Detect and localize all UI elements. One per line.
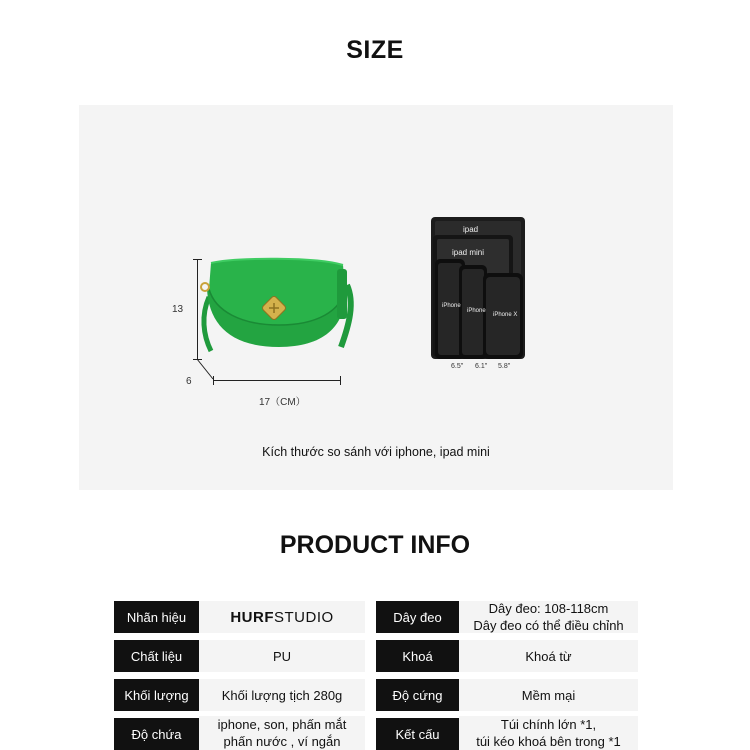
ipad-label: ipad	[463, 225, 479, 234]
ipad-mini-label: ipad mini	[452, 248, 485, 257]
width-dimension-cap-right	[340, 376, 341, 385]
size-title: SIZE	[346, 36, 404, 64]
bag-illustration	[197, 255, 357, 385]
strap-adjustable-text: Dây đeo có thể điều chỉnh	[473, 618, 624, 633]
value-brand	[199, 601, 365, 633]
value-material	[199, 640, 365, 672]
phone-c-size: 5.8"	[498, 363, 511, 370]
structure-text-line-1: Túi chính lớn *1,	[500, 717, 597, 732]
size-caption: Kích thước so sánh với iphone, ipad mini	[262, 445, 490, 459]
value-structure	[459, 716, 638, 750]
width-dimension-cap-left	[213, 376, 214, 385]
label-capacity: Độ chứa	[114, 718, 199, 750]
phone-a-label: iPhone	[442, 303, 461, 309]
label-brand: Nhãn hiệu	[114, 601, 199, 633]
height-dimension-line	[197, 259, 198, 359]
hardness-text: Mềm mại	[521, 687, 576, 703]
brand-logo-text: HURFSTUDIO	[230, 608, 334, 626]
label-material: Chất liệu	[114, 640, 199, 672]
value-lock	[459, 640, 638, 672]
strap-length-text: Dây đeo: 108-118cm	[488, 601, 609, 616]
label-hardness: Độ cứng	[376, 679, 459, 711]
lock-text: Khoá từ	[525, 648, 572, 664]
value-capacity	[199, 716, 365, 750]
device-comparison-illustration	[429, 217, 529, 375]
phone-c-label: iPhone X	[493, 312, 518, 318]
label-lock: Khoá	[376, 640, 459, 672]
label-weight: Khối lượng	[114, 679, 199, 711]
label-strap: Dây đeo	[376, 601, 459, 633]
structure-text-line-2: túi kéo khoá bên trong *1	[476, 734, 621, 749]
phone-b-size: 6.1"	[475, 363, 488, 370]
value-hardness	[459, 679, 638, 711]
capacity-text-line-1: iphone, son, phấn mắt	[217, 717, 347, 732]
size-panel	[79, 105, 673, 490]
capacity-text-line-2: phấn nước , ví ngắn	[223, 734, 341, 749]
material-text: PU	[272, 648, 292, 664]
depth-label: 6	[186, 376, 192, 387]
height-dimension-cap-top	[193, 259, 202, 260]
phone-a-size: 6.5"	[451, 363, 464, 370]
product-info-title: PRODUCT INFO	[279, 531, 471, 559]
width-dimension-line	[213, 380, 341, 381]
phone-b-label: iPhone	[467, 308, 486, 314]
label-structure: Kết cấu	[376, 718, 459, 750]
weight-text: Khối lượng tịch 280g	[221, 687, 343, 703]
value-strap	[459, 601, 638, 633]
value-weight	[199, 679, 365, 711]
height-label: 13	[172, 304, 184, 315]
width-label: 17（CM）	[259, 397, 306, 408]
